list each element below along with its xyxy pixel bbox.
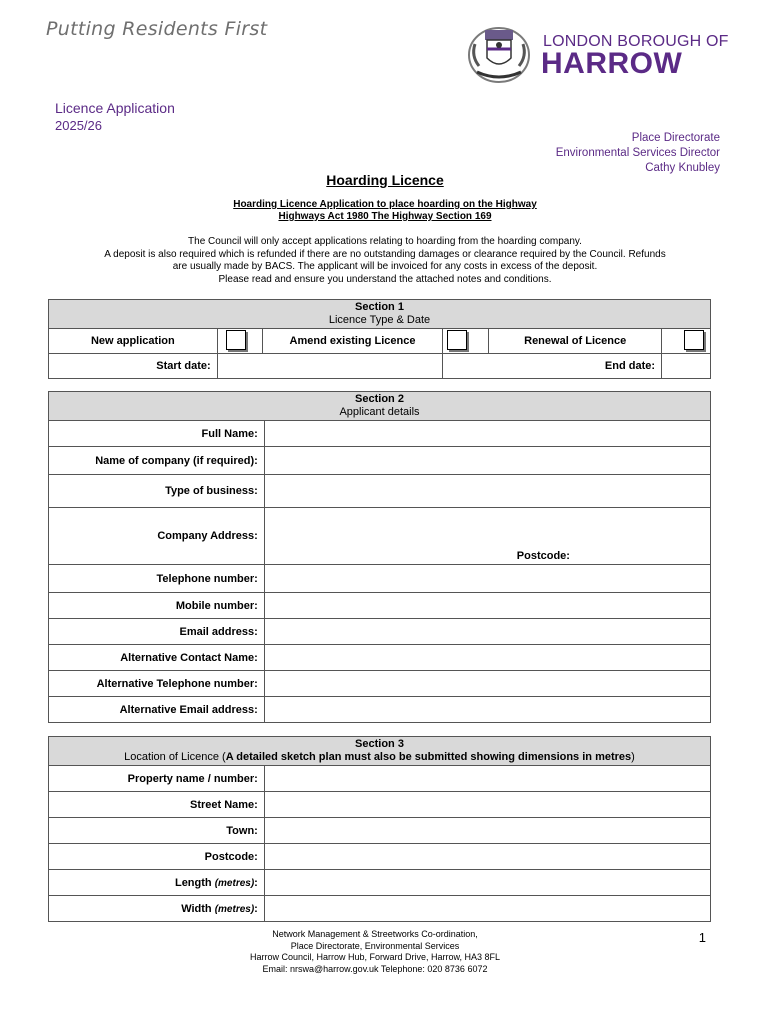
section3-sub-suffix: )	[631, 751, 635, 763]
section2-subheading: Applicant details	[339, 406, 420, 418]
width-field[interactable]	[264, 896, 710, 922]
alt-contact-label: Alternative Contact Name:	[49, 645, 265, 671]
new-application-cell	[217, 329, 262, 354]
council-name-line2: HARROW	[541, 47, 683, 80]
directorate-block	[556, 131, 720, 176]
start-date-label: Start date:	[49, 354, 218, 379]
width-label	[49, 896, 265, 922]
business-type-label: Type of business:	[49, 475, 265, 508]
footer-line2: Place Directorate, Environmental Services	[290, 940, 460, 951]
footer	[170, 929, 580, 975]
renewal-licence-checkbox[interactable]	[684, 330, 704, 350]
section3-header	[49, 737, 711, 766]
tagline: Putting Residents First	[46, 18, 268, 40]
footer-line1: Network Management & Streetworks Co-ordination,	[272, 929, 478, 939]
section3-sub-bold: A detailed sketch plan must also be submitted showing dimensions in metres	[225, 751, 632, 763]
intro-line: The Council will only accept applications relating to hoarding from the hoarding company.	[188, 236, 582, 247]
company-address-label: Company Address:	[49, 508, 265, 565]
email-field[interactable]	[264, 619, 710, 645]
amend-licence-checkbox[interactable]	[447, 330, 467, 350]
amend-licence-cell	[443, 329, 489, 354]
town-label: Town:	[49, 818, 265, 844]
borough-crest-icon	[465, 22, 533, 84]
section3-heading: Section 3	[355, 738, 404, 750]
section2-table	[48, 391, 711, 723]
application-year: 2025/26	[55, 118, 102, 133]
application-label: Licence Application	[55, 100, 175, 116]
street-label: Street Name:	[49, 792, 265, 818]
mobile-label: Mobile number:	[49, 593, 265, 619]
renewal-licence-label: Renewal of Licence	[489, 329, 662, 354]
end-date-label: End date:	[443, 354, 662, 379]
width-colon: :	[254, 902, 258, 915]
intro-line: A deposit is also required which is refunded if there are no outstanding damages or clearance required by the Council. Refunds	[104, 248, 666, 260]
full-name-label: Full Name:	[49, 421, 265, 447]
page-title: Hoarding Licence	[326, 172, 444, 188]
length-colon: :	[254, 876, 258, 889]
alt-email-field[interactable]	[264, 697, 710, 723]
footer-line3: Harrow Council, Harrow Hub, Forward Drive, Harrow, HA3 8FL	[249, 952, 501, 962]
intro-line: Please read and ensure you understand the attached notes and conditions.	[218, 273, 552, 285]
property-label: Property name / number:	[49, 766, 265, 792]
length-unit: (metres)	[214, 877, 255, 889]
footer-line4: Email: nrswa@harrow.gov.uk Telephone: 020 8736 6072	[262, 963, 488, 974]
alt-telephone-label: Alternative Telephone number:	[49, 671, 265, 697]
telephone-field[interactable]	[264, 565, 710, 593]
council-name-line1: LONDON BOROUGH OF	[543, 33, 729, 50]
company-name-field[interactable]	[264, 447, 710, 475]
new-application-label: New application	[49, 329, 218, 354]
subtitle-block	[0, 199, 770, 223]
start-date-field[interactable]	[217, 354, 443, 379]
section3-table	[48, 736, 711, 922]
location-postcode-label: Postcode:	[49, 844, 265, 870]
renewal-licence-cell	[662, 329, 711, 354]
section3-sub-prefix: Location of Licence (	[124, 751, 226, 763]
director-title: Environmental Services Director	[555, 147, 720, 159]
town-field[interactable]	[264, 818, 710, 844]
alt-telephone-field[interactable]	[264, 671, 710, 697]
section1-subheading: Licence Type & Date	[328, 314, 431, 326]
page-number: 1	[698, 930, 706, 945]
alt-contact-field[interactable]	[264, 645, 710, 671]
end-date-field[interactable]	[662, 354, 711, 379]
length-label	[49, 870, 265, 896]
subtitle-line2: Highways Act 1980 The Highway Section 169	[278, 211, 492, 222]
postcode-label: Postcode:	[516, 550, 570, 562]
property-field[interactable]	[264, 766, 710, 792]
company-name-label: Name of company (if required):	[49, 447, 265, 475]
telephone-label: Telephone number:	[49, 565, 265, 593]
intro-text	[40, 236, 730, 286]
company-address-field[interactable]	[264, 508, 710, 565]
director-name: Cathy Knubley	[645, 162, 720, 174]
directorate: Place Directorate	[631, 132, 720, 144]
width-unit: (metres)	[214, 903, 255, 915]
street-field[interactable]	[264, 792, 710, 818]
length-text: Length	[174, 876, 212, 889]
width-text: Width	[181, 902, 212, 915]
page-title-wrap	[0, 172, 770, 188]
full-name-field[interactable]	[264, 421, 710, 447]
section1-heading: Section 1	[355, 301, 404, 313]
section2-heading: Section 2	[355, 393, 404, 405]
section1-table	[48, 299, 711, 379]
subtitle-line1: Hoarding Licence Application to place hoarding on the Highway	[233, 199, 537, 210]
new-application-checkbox[interactable]	[226, 330, 246, 350]
section1-header	[49, 300, 711, 329]
length-field[interactable]	[264, 870, 710, 896]
section2-header	[49, 392, 711, 421]
alt-email-label: Alternative Email address:	[49, 697, 265, 723]
section3-subheading	[55, 751, 704, 764]
business-type-field[interactable]	[264, 475, 710, 508]
location-postcode-field[interactable]	[264, 844, 710, 870]
mobile-field[interactable]	[264, 593, 710, 619]
amend-licence-label: Amend existing Licence	[262, 329, 443, 354]
email-label: Email address:	[49, 619, 265, 645]
intro-line: are usually made by BACS. The applicant will be invoiced for any costs in excess of the deposit.	[172, 261, 598, 272]
